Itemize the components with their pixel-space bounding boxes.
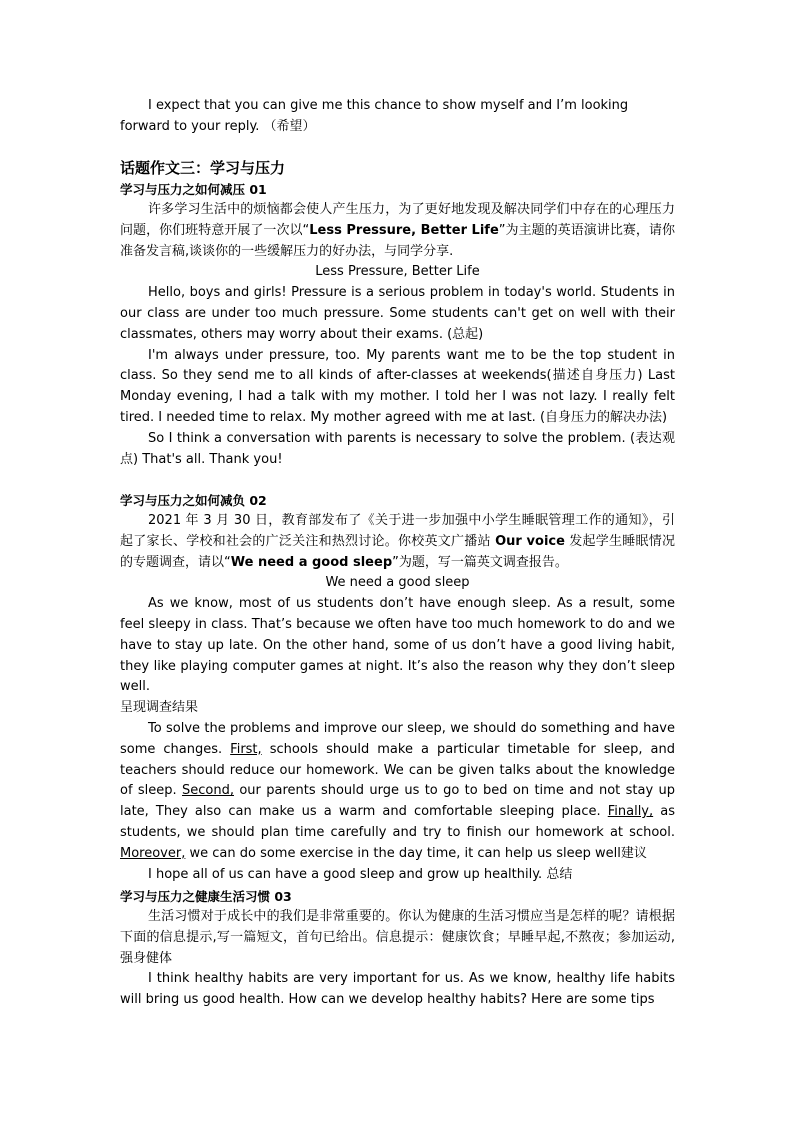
section-3-prompt: 生活习惯对于成长中的我们是非常重要的。你认为健康的生活习惯应当是怎样的呢？请根据下面的信息提示,写一篇短文，首句已给出。信息提示：健康饮食；早睡早起,不熬夜；参加运动,强身健体	[120, 909, 675, 966]
first-underlined: First,	[230, 741, 262, 757]
section-1-para-2: I'm always under pressure, too. My parents want me to be the top student in class. So they send me to all kinds of after-classes at weekends(描述自身压力) Last Monday evening, I had a talk with my mother. I told her I was not lazy. I really felt tired. I needed time to relax. My mother agreed with me at last. (自身压力的解决办法)	[120, 347, 675, 425]
section-1-prompt-b: ”为主题的英语演讲比赛，请你准备发言稿,谈谈你的一些缓解压力的好办法，与同学分享.	[120, 222, 675, 259]
section-3-heading: 学习与压力之健康生活习惯 03	[120, 889, 292, 904]
intro-block	[120, 96, 675, 138]
section-2-para-2-a: To solve the problems and improve our sleep, we should do something and have some changes.	[120, 720, 675, 757]
intro-line-1: I expect that you can give me this chance to show myself and I’m looking	[148, 98, 629, 113]
section-3-para-1: I think healthy habits are very important for us. As we know, healthy life habits will bring us good health. How can we develop healthy habits? Here are some tips	[120, 971, 675, 1008]
section-2-para-2-b: schools should make a particular timetable for sleep, and teachers should reduce our homework. We can be given talks about the knowledge of sleep.	[120, 741, 675, 799]
section-2-para-3: I hope all of us can have a good sleep and grow up healthily. 总结	[148, 866, 573, 882]
moreover-underlined: Moreover,	[120, 845, 186, 861]
section-2-prompt-c: ”为题，写一篇英文调查报告。	[392, 554, 568, 570]
second-underlined: Second,	[182, 783, 234, 799]
section-1	[120, 180, 675, 470]
section-1-prompt-bold: Less Pressure, Better Life	[309, 222, 499, 238]
section-2-para-2	[120, 719, 675, 865]
section-2-para-1: As we know, most of us students don’t have enough sleep. As a result, some feel sleepy in class. That’s because we often have too much homework to do and we have to stay up late. On the other hand, some of us don’t have a good living habit, they like playing computer games at night. It’s also the reason why they don’t sleep well.	[120, 596, 675, 695]
section-2-prompt-bold-2: We need a good sleep	[230, 554, 393, 570]
section-2-prompt-bold-1: Our voice	[495, 533, 565, 549]
section-2-prompt-a: 2021 年 3 月 30 日，教育部发布了《关于进一步加强中小学生睡眠管理工作的通知》，引起了家长、学校和社会的广泛关注和热烈讨论。你校英文广播站	[120, 513, 675, 549]
section-1-prompt	[120, 200, 675, 262]
section-2-prompt-b: 发起学生睡眠情况的专题调查，请以“	[120, 533, 675, 570]
section-2	[120, 491, 675, 885]
section-1-prompt-a: 许多学习生活中的烦恼都会使人产生压力，为了更好地发现及解决同学们中存在的心理压力问题，你们班特意开展了一次以“	[120, 202, 675, 238]
section-1-para-1: Hello, boys and girls! Pressure is a serious problem in today's world. Students in our class are under too much pressure. Some students can't get on well with their classmates, others may worry about their exams. (总起)	[120, 285, 675, 342]
section-2-para-2-e: we can do some exercise in the day time, it can help us sleep well	[185, 845, 621, 861]
section-2-para-2-c: our parents should urge us to go to bed on time and not stay up late, They also can make us a warm and comfortable sleeping place.	[120, 783, 675, 820]
section-2-heading: 学习与压力之如何减负 02	[120, 493, 267, 508]
intro-line-2: forward to your reply. （希望）	[120, 118, 316, 134]
section-1-para-3: So I think a conversation with parents is necessary to solve the problem. (表达观点) That's all. Thank you!	[120, 430, 675, 467]
section-2-para-2-d: as students, we should plan time carefully and try to finish our homework at school.	[120, 804, 676, 840]
finally-underlined: Finally,	[607, 804, 654, 820]
section-2-para-2-note: 建议	[620, 845, 647, 861]
section-3	[120, 887, 675, 1011]
topic-title: 话题作文三：学习与压力	[120, 159, 286, 177]
section-1-essay-title: Less Pressure, Better Life	[315, 264, 480, 280]
section-2-prompt	[120, 511, 675, 573]
section-1-heading: 学习与压力之如何减压 01	[120, 182, 267, 197]
section-2-essay-title: We need a good sleep	[325, 575, 470, 591]
section-2-para-1-note: 呈现调查结果	[120, 700, 199, 716]
topic-title-block	[120, 157, 675, 179]
